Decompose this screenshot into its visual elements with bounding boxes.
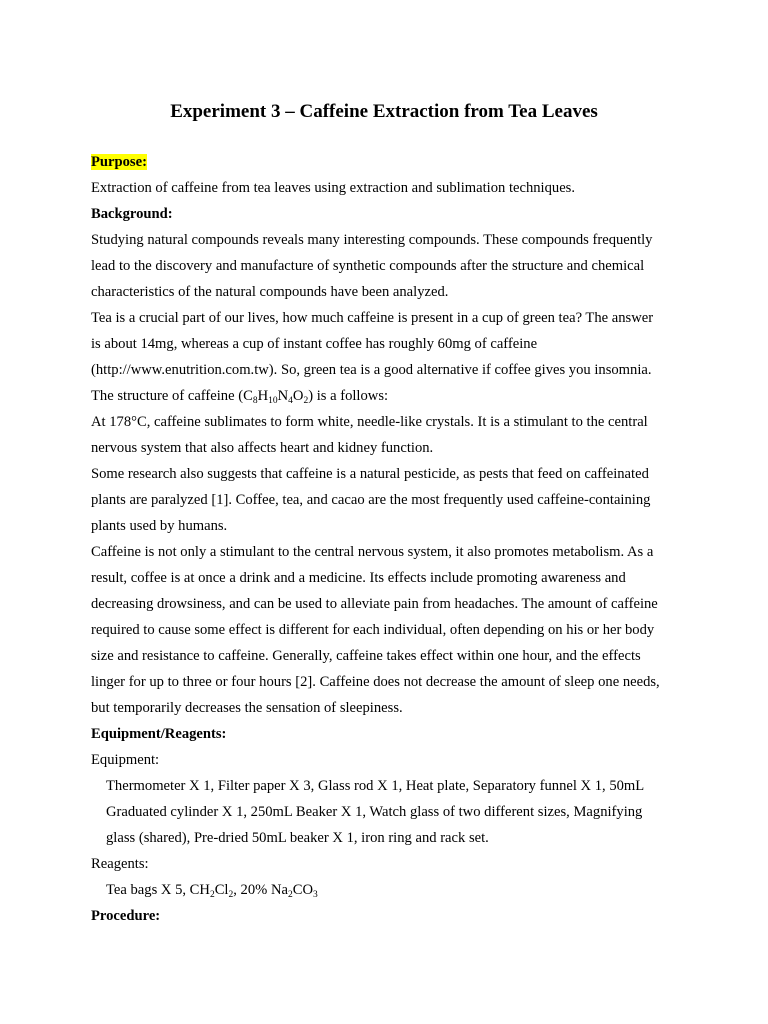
structure-text: The structure of caffeine (C	[91, 388, 253, 404]
reagents-text: , 20% Na	[233, 882, 288, 898]
equipment-reagents-heading: Equipment/Reagents:	[91, 726, 227, 742]
equipment-line: glass (shared), Pre-dried 50mL beaker X 1, iron ring and rack set.	[106, 830, 489, 846]
background-p5-line: Caffeine is not only a stimulant to the central nervous system, it also promotes metabolism. As a	[91, 544, 654, 560]
background-p2-line: Tea is a crucial part of our lives, how much caffeine is present in a cup of green tea? The answer	[91, 310, 654, 326]
background-p1-line: Studying natural compounds reveals many interesting compounds. These compounds frequently	[91, 232, 653, 248]
background-p5-line: but temporarily decreases the sensation of sleepiness.	[91, 700, 403, 716]
background-p2-line: (http://www.enutrition.com.tw). So, green tea is a good alternative if coffee gives you insomnia.	[91, 362, 652, 378]
purpose-heading-line	[91, 149, 691, 175]
formula-subscript: 4	[288, 396, 293, 406]
background-p4-line: plants are paralyzed [1]. Coffee, tea, and cacao are the most frequently used caffeine-containing	[91, 492, 651, 508]
formula-element: H	[257, 388, 269, 404]
formula-element: N	[277, 388, 289, 404]
document-title: Experiment 3 – Caffeine Extraction from Tea Leaves	[170, 101, 598, 122]
background-p5-line: result, coffee is at once a drink and a medicine. Its effects include promoting awareness and	[91, 570, 626, 586]
background-p5-line: linger for up to three or four hours [2]. Caffeine does not decrease the amount of sleep one needs,	[91, 674, 660, 690]
formula-element: CO	[292, 882, 313, 898]
equipment-label: Equipment:	[91, 752, 160, 768]
background-p5-line: size and resistance to caffeine. Generally, caffeine takes effect within one hour, and the effects	[91, 648, 641, 664]
structure-text: ) is a follows:	[308, 388, 389, 404]
equipment-line: Graduated cylinder X 1, 250mL Beaker X 1, Watch glass of two different sizes, Magnifying	[106, 804, 643, 820]
formula-subscript: 10	[268, 396, 278, 406]
purpose-heading: Purpose:	[91, 154, 147, 170]
formula-subscript: 8	[252, 396, 258, 406]
caffeine-structure-line	[91, 383, 691, 409]
formula-subscript: 2	[209, 890, 215, 900]
background-p4-line: plants used by humans.	[91, 518, 228, 534]
background-p1-line: lead to the discovery and manufacture of synthetic compounds after the structure and chemical	[91, 258, 645, 274]
purpose-text: Extraction of caffeine from tea leaves using extraction and sublimation techniques.	[91, 180, 575, 196]
reagents-text: Tea bags X 5, CH	[106, 882, 210, 898]
formula-subscript: 3	[313, 890, 318, 900]
formula-subscript: 2	[287, 890, 293, 900]
formula-element: O	[292, 388, 304, 404]
reagents-label: Reagents:	[91, 856, 149, 872]
background-heading: Background:	[91, 206, 173, 222]
formula-element: Cl	[214, 882, 229, 898]
background-p3-line: At 178°C, caffeine sublimates to form white, needle-like crystals. It is a stimulant to the central	[91, 414, 648, 430]
document-body	[91, 149, 691, 929]
equipment-line: Thermometer X 1, Filter paper X 3, Glass rod X 1, Heat plate, Separatory funnel X 1, 50mL	[106, 778, 645, 794]
formula-subscript: 2	[303, 396, 309, 406]
background-p5-line: decreasing drowsiness, and can be used to alleviate pain from headaches. The amount of caffeine	[91, 596, 658, 612]
formula-subscript: 2	[228, 890, 234, 900]
background-p2-line: is about 14mg, whereas a cup of instant coffee has roughly 60mg of caffeine	[91, 336, 538, 352]
background-p3-line: nervous system that also affects heart and kidney function.	[91, 440, 434, 456]
background-p5-line: required to cause some effect is different for each individual, often depending on his or her body	[91, 622, 655, 638]
background-p4-line: Some research also suggests that caffeine is a natural pesticide, as pests that feed on caffeinated	[91, 466, 649, 482]
background-p1-line: characteristics of the natural compounds have been analyzed.	[91, 284, 449, 300]
reagents-line	[91, 877, 691, 903]
procedure-heading: Procedure:	[91, 908, 161, 924]
